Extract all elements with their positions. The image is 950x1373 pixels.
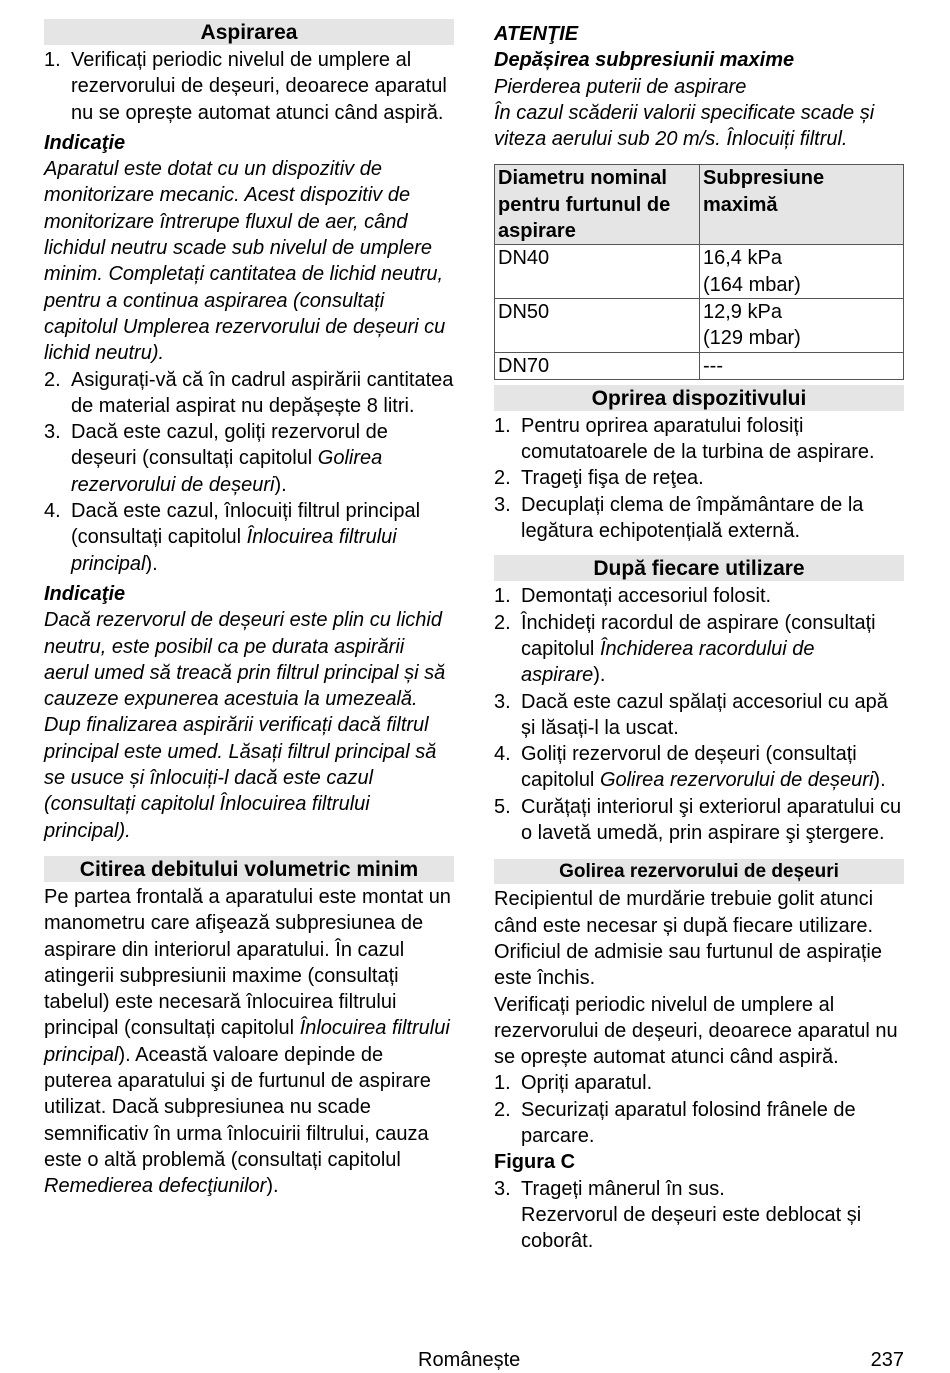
chapter-reference: Golirea rezervorului de deșeuri (71, 447, 383, 496)
list-number: 1. (494, 414, 511, 437)
list-text-end: ). (593, 664, 606, 687)
figure-label: Figura C (494, 1151, 576, 1174)
list-number: 3. (494, 690, 511, 713)
section-heading-oprirea: Oprirea dispozitivului (494, 385, 904, 411)
table-row (495, 352, 904, 379)
pressure-table (494, 164, 904, 379)
list-number: 4. (494, 743, 511, 766)
note-text: Aparatul este dotat cu un dispozitiv de monitorizare mecanic. Acest dispozitiv de monitorizare întrerupe fluxul de aer, când lichidul neutru scade sub nivelul de umplere minim. Completați cantitatea de lichid neutru, pentru a continua aspirarea (consultați capitolul Umplerea rezervorului de deșeuri cu lichid neutru). (44, 158, 446, 365)
chapter-reference: Remedierea defecţiunilor (44, 1175, 267, 1198)
warning-subtitle: Depășirea subpresiunii maxime (494, 49, 795, 72)
chapter-reference: Înlocuirea filtrului principal (71, 526, 397, 575)
chapter-reference: Golirea rezervorului de deșeuri (599, 769, 874, 792)
list-number: 1. (494, 1072, 511, 1095)
list-item (494, 413, 904, 466)
list-text: Dacă este cazul, înlocuiți filtrul principal (consultați capitolul (71, 500, 421, 549)
section-heading-citirea: Citirea debitului volumetric minim (44, 856, 454, 882)
right-column (494, 21, 904, 1254)
list-number: 2. (494, 611, 511, 634)
paragraph-text: Pe partea frontală a aparatului este montat un manometru care afişează subpresiunea de aspirare din interiorul aparatului. În cazul atingerii subpresiunii maxime (consultați tabelul) este necesară înlocuirea filtrului principal (consultați capitolul (44, 885, 451, 1040)
note-text: Dacă rezervorul de deșeuri este plin cu lichid neutru, este posibil ca pe durata aspirării aerul umed să treacă prin filtrul principal și să cauzeze expunerea acestuia la umezeală. Dup finalizarea aspirării verificați dacă filtrul principal este umed. Lăsați filtrul principal să se usuce și înlocuiți-l dacă este cazul (consultați capitolul Înlocuirea filtrului principal). (44, 609, 446, 842)
list-number: 2. (494, 1098, 511, 1121)
list-number: 2. (494, 467, 511, 490)
section-heading-dupa: După fiecare utilizare (494, 555, 904, 581)
pressure-kpa: 16,4 kPa (703, 247, 782, 270)
list-number: 3. (44, 421, 61, 444)
list-item (44, 47, 454, 126)
list-text: Trageți mânerul în sus. (521, 1177, 725, 1200)
list-text: Securizați aparatul folosind frânele de parcare. (521, 1098, 856, 1147)
pressure-mbar: (129 mbar) (703, 327, 801, 350)
list-text-end: ). (145, 552, 158, 575)
list-item (494, 583, 904, 609)
list-number: 1. (44, 49, 61, 71)
pressure-kpa: --- (703, 354, 723, 377)
page-footer (44, 1347, 904, 1373)
dupa-steps (494, 583, 904, 846)
note-title: Indicaţie (44, 131, 126, 154)
golirea-paragraph: Recipientul de murdărie trebuie golit atunci când este necesar și după fiecare utilizare. Orificiul de admisie sau furtunul de aspirație este închis. (494, 888, 882, 990)
list-text-end: ). (873, 769, 886, 792)
list-text: Opriți aparatul. (521, 1072, 653, 1095)
footer-language: Românește (418, 1349, 521, 1371)
golirea-paragraph: Verificați periodic nivelul de umplere al rezervorului de deșeuri, deoarece aparatul nu se oprește automat atunci când aspiră. (494, 993, 898, 1069)
list-item (494, 741, 904, 794)
list-item (494, 610, 904, 689)
list-item (494, 689, 904, 742)
list-text: Curățați interiorul şi exteriorul aparatului cu o lavetă umedă, prin aspirare şi ştergere. (521, 795, 902, 845)
list-number: 1. (494, 585, 511, 608)
list-number: 2. (44, 368, 61, 391)
pressure-mbar: (164 mbar) (703, 273, 801, 296)
pressure-kpa: 12,9 kPa (703, 300, 782, 323)
table-cell (700, 352, 904, 379)
list-text: Asigurați-vă că în cadrul aspirării cantitatea de material aspirat nu depășește 8 litri. (71, 368, 454, 417)
list-item (494, 492, 904, 545)
table-cell: DN40 (495, 245, 700, 299)
warning-title: ATENŢIE (494, 23, 579, 45)
page-number: 237 (870, 1349, 904, 1371)
list-item (44, 367, 454, 420)
chapter-reference: Înlocuirea filtrului principal (44, 1017, 450, 1066)
left-column (44, 19, 454, 1199)
section-heading-golirea: Golirea rezervorului de deșeuri (494, 859, 904, 884)
list-text: Demontați accesoriul folosit. (521, 585, 772, 608)
list-item (494, 465, 904, 491)
table-cell: DN70 (495, 352, 700, 379)
table-cell (700, 298, 904, 352)
table-header-row (495, 165, 904, 245)
list-item (494, 794, 904, 847)
note-title: Indicaţie (44, 582, 126, 605)
table-row (495, 298, 904, 352)
table-cell (700, 245, 904, 299)
list-number: 3. (494, 493, 511, 516)
list-text: Verificați periodic nivelul de umplere al rezervorului de deșeuri, deoarece aparatul nu se oprește automat atunci când aspiră. (71, 49, 447, 124)
list-number: 5. (494, 795, 511, 818)
section-heading-aspirarea: Aspirarea (44, 19, 454, 45)
table-row (495, 245, 904, 299)
list-number: 3. (494, 1177, 511, 1200)
table-header: Diametru nominal pentru furtunul de aspirare (495, 165, 700, 245)
list-result: Rezervorul de deșeuri este deblocat și coborât. (521, 1203, 862, 1253)
list-text: Închideți racordul de aspirare (consultați capitolul (521, 611, 876, 660)
aspirarea-steps-1 (44, 47, 454, 126)
warning-line: Pierderea puterii de aspirare (494, 75, 747, 98)
list-text-end: ). (274, 473, 287, 496)
list-item (494, 1070, 904, 1096)
list-number: 4. (44, 500, 61, 523)
list-item (44, 498, 454, 577)
list-item (44, 419, 454, 498)
table-cell: DN50 (495, 298, 700, 352)
list-item (494, 1097, 904, 1150)
paragraph-text: ). Această valoare depinde de puterea aparatului şi de furtunul de aspirare utilizat. Dacă subpresiunea nu scade semnificativ în urma înlocuirii filtrului, cauza este o altă problemă (consultați capitolul (44, 1043, 431, 1171)
list-text: Trageţi fişa de reţea. (521, 467, 704, 490)
warning-line: În cazul scăderii valorii specificate scade și viteza aerului sub 20 m/s. Înlocuiți filtrul. (494, 101, 875, 151)
aspirarea-steps-2 (44, 367, 454, 577)
list-text: Pentru oprirea aparatului folosiți comutatoarele de la turbina de aspirare. (521, 414, 875, 464)
list-text: Goliți rezervorul de deșeuri (consultați capitolul (521, 743, 857, 792)
citirea-paragraph (44, 884, 454, 1200)
golirea-steps-2 (494, 1176, 904, 1255)
list-item (494, 1176, 904, 1255)
chapter-reference: Închiderea racordului de aspirare (521, 637, 815, 687)
list-text: Dacă este cazul, goliți rezervorul de deșeuri (consultați capitolul (71, 421, 388, 470)
paragraph-text: ). (266, 1175, 279, 1198)
list-text: Decuplați clema de împământare de la legătura echipotențială externă. (521, 493, 864, 543)
table-header: Subpresiune maximă (700, 165, 904, 245)
list-text: Dacă este cazul spălați accesoriul cu apă și lăsați-l la uscat. (521, 690, 888, 739)
golirea-steps-1 (494, 1070, 904, 1149)
oprirea-steps (494, 413, 904, 544)
